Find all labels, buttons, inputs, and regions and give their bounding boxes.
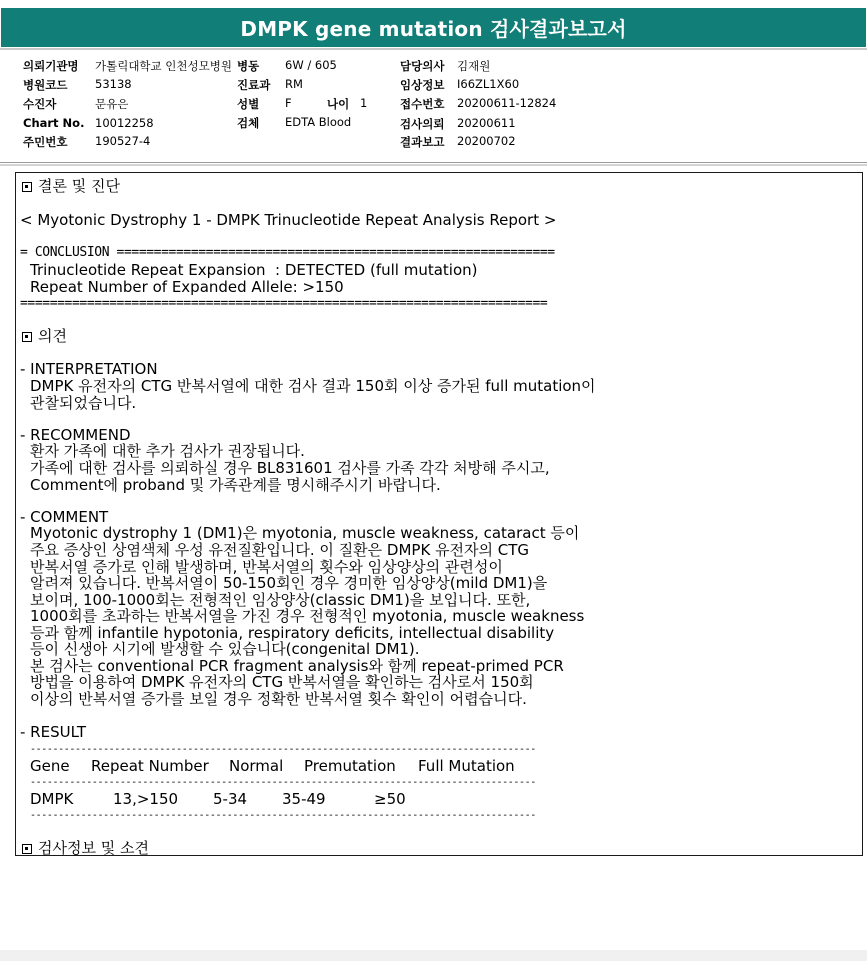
result-header-premutation: Premutation <box>304 757 396 775</box>
comment-line: 이상의 반복서열 증가를 보일 경우 정확한 반복서열 횟수 확인이 어렵습니다. <box>30 690 527 708</box>
interpretation-heading: - INTERPRETATION <box>20 360 158 378</box>
patient-info-panel <box>0 56 867 156</box>
receipt-no-label: 접수번호 <box>400 97 445 111</box>
section-heading-conclusion: 결론 및 진단 <box>22 178 120 194</box>
age-label: 나이 <box>327 97 350 111</box>
interpretation-line: DMPK 유전자의 CTG 반복서열에 대한 검사 결과 150회 이상 증가된 full mutation이 <box>30 377 596 395</box>
comment-line: 방법을 이용하여 DMPK 유전자의 CTG 반복서열을 확인하는 검사로서 150회 <box>30 673 534 691</box>
doctor-value: 김재원 <box>457 59 491 73</box>
clinical-info-value: I66ZL1X60 <box>457 77 520 91</box>
department-label: 진료과 <box>237 78 271 92</box>
chart-no-label: Chart No. <box>23 116 85 130</box>
hospital-code-label: 병원코드 <box>23 78 68 92</box>
comment-line: 주요 증상인 상염색체 우성 유전질환입니다. 이 질환은 DMPK 유전자의 CTG <box>30 541 530 559</box>
department-value: RM <box>285 77 303 91</box>
chart-no-value: 10012258 <box>95 116 154 130</box>
patient-label: 수진자 <box>23 97 57 111</box>
report-title: DMPK gene mutation 검사결과보고서 <box>240 17 627 41</box>
report-title-bar <box>1 8 866 47</box>
divider-top <box>0 48 867 50</box>
recommend-line: 가족에 대한 검사를 의뢰하실 경우 BL831601 검사를 가족 각각 처방해 주시고, <box>30 459 550 477</box>
sex-label: 성별 <box>237 97 260 111</box>
result-cell-full-mutation: ≥50 <box>374 790 406 808</box>
table-rule-bottom: ------------------------------------------------------------------------------------------ <box>30 810 536 821</box>
interpretation-line: 관찰되었습니다. <box>30 394 137 412</box>
result-header-normal: Normal <box>229 757 284 775</box>
result-header-gene: Gene <box>30 757 70 775</box>
table-rule-middle: ------------------------------------------------------------------------------------------ <box>30 777 536 788</box>
comment-line: 반복서열 증가로 인해 발생하며, 반복서열의 횟수와 임상양상의 관련성이 <box>30 558 503 576</box>
request-date-value: 20200611 <box>457 116 516 130</box>
comment-line: 등과 함께 infantile hypotonia, respiratory deficits, intellectual disability <box>30 624 555 642</box>
comment-line: Myotonic dystrophy 1 (DM1)은 myotonia, muscle weakness, cataract 등이 <box>30 524 580 542</box>
square-bullet-icon <box>22 844 32 854</box>
divider-middle-shadow <box>0 164 867 166</box>
specimen-label: 검체 <box>237 116 260 130</box>
receipt-no-value: 20200611-12824 <box>457 96 557 110</box>
comment-line: 본 검사는 conventional PCR fragment analysis와 함께 repeat-primed PCR <box>30 657 564 675</box>
result-cell-normal: 5-34 <box>213 790 248 808</box>
ward-label: 병동 <box>237 59 260 73</box>
result-cell-gene: DMPK <box>30 790 74 808</box>
square-bullet-icon <box>22 332 32 342</box>
id-no-value: 190527-4 <box>95 134 151 148</box>
divider-middle <box>0 162 867 163</box>
report-subtitle: < Myotonic Dystrophy 1 - DMPK Trinucleotide Repeat Analysis Report > <box>20 211 557 229</box>
comment-line: 보이며, 100-1000회는 전형적인 임상양상(classic DM1)을 보입니다. 또한, <box>30 591 531 609</box>
hospital-code-value: 53138 <box>95 77 132 91</box>
page-footer-strip <box>0 950 867 961</box>
clinical-info-label: 임상정보 <box>400 78 445 92</box>
conclusion-line-2: Repeat Number of Expanded Allele: >150 <box>30 278 344 296</box>
section-heading-opinion: 의견 <box>22 328 67 344</box>
doctor-label: 담당의사 <box>400 59 445 73</box>
institution-value: 가톨릭대학교 인천성모병원 <box>95 59 232 73</box>
result-cell-repeat-number: 13,>150 <box>113 790 179 808</box>
sex-value: F <box>285 96 292 110</box>
conclusion-header: = CONCLUSION =========================================================== <box>20 245 555 260</box>
age-value: 1 <box>360 96 368 110</box>
result-heading: - RESULT <box>20 723 87 741</box>
patient-value: 문유은 <box>95 97 129 111</box>
ward-value: 6W / 605 <box>285 58 337 72</box>
institution-label: 의뢰기관명 <box>23 59 79 73</box>
conclusion-footer: ======================================================================= <box>20 296 548 311</box>
square-bullet-icon <box>22 182 32 192</box>
comment-heading: - COMMENT <box>20 508 109 526</box>
report-box <box>15 172 863 856</box>
comment-line: 1000회를 초과하는 반복서열을 가진 경우 전형적인 myotonia, muscle weakness <box>30 607 585 625</box>
report-date-value: 20200702 <box>457 134 516 148</box>
recommend-heading: - RECOMMEND <box>20 426 131 444</box>
id-no-label: 주민번호 <box>23 135 68 149</box>
recommend-line: Comment에 proband 및 가족관계를 명시해주시기 바랍니다. <box>30 476 441 494</box>
comment-line: 등이 신생아 시기에 발생할 수 있습니다(congenital DM1). <box>30 640 420 658</box>
result-cell-premutation: 35-49 <box>282 790 326 808</box>
table-rule-top: ------------------------------------------------------------------------------------------ <box>30 744 536 755</box>
recommend-line: 환자 가족에 대한 추가 검사가 권장됩니다. <box>30 442 305 460</box>
result-header-repeat-number: Repeat Number <box>91 757 209 775</box>
result-header-full-mutation: Full Mutation <box>418 757 515 775</box>
report-date-label: 결과보고 <box>400 135 445 149</box>
conclusion-line-1: Trinucleotide Repeat Expansion : DETECTED (full mutation) <box>30 261 478 279</box>
section-heading-test-info: 검사정보 및 소견 <box>22 840 149 856</box>
comment-line: 알려져 있습니다. 반복서열이 50-150회인 경우 경미한 임상양상(mild DM1)을 <box>30 574 548 592</box>
specimen-value: EDTA Blood <box>285 115 352 129</box>
request-date-label: 검사의뢰 <box>400 117 445 131</box>
